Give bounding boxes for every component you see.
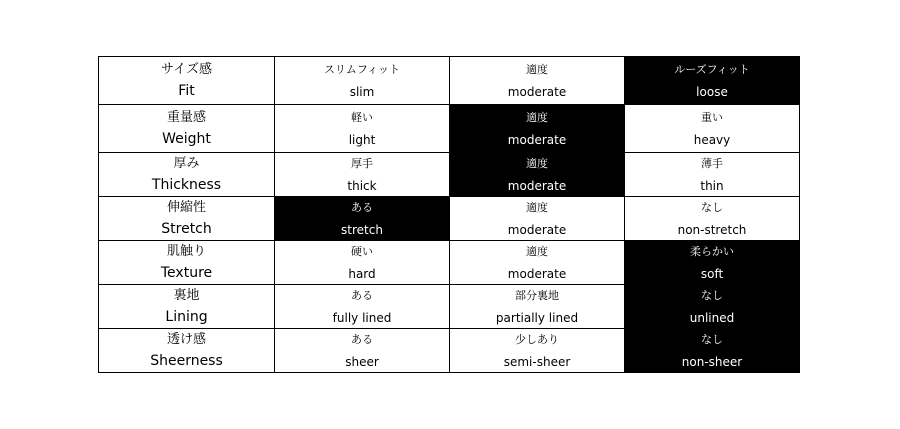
option-label-jp: 薄手: [701, 156, 723, 170]
table-row: [99, 153, 800, 197]
row-header: [99, 153, 275, 197]
option-cell-selected: [450, 153, 625, 197]
option-label-en: slim: [349, 84, 375, 99]
option-cell: [275, 241, 450, 285]
option-label-en: hard: [348, 266, 376, 281]
table-row: [99, 105, 800, 153]
option-label-jp: 柔らかい: [690, 244, 734, 258]
option-label-en: moderate: [507, 266, 567, 281]
option-cell: [450, 285, 625, 329]
option-label-jp: 少しあり: [515, 332, 559, 346]
option-label-jp: ある: [351, 200, 373, 214]
option-cell-selected: [275, 197, 450, 241]
option-cell: [275, 329, 450, 373]
option-cell: [625, 105, 800, 153]
option-label-en: moderate: [507, 84, 567, 99]
row-label-jp: サイズ感: [161, 62, 212, 77]
row-header: [99, 197, 275, 241]
row-label-jp: 裏地: [173, 288, 200, 303]
option-label-jp: 部分裏地: [515, 288, 559, 302]
row-label-jp: 重量感: [166, 110, 206, 125]
row-label-jp: 肌触り: [166, 244, 206, 259]
table-row: [99, 241, 800, 285]
option-label-en: thick: [347, 178, 377, 193]
row-header: [99, 285, 275, 329]
option-cell: [275, 153, 450, 197]
option-label-en: sheer: [345, 354, 379, 369]
option-label-en: moderate: [507, 178, 567, 193]
option-cell: [450, 197, 625, 241]
option-label-jp: なし: [701, 332, 723, 346]
table-row: [99, 197, 800, 241]
option-label-en: partially lined: [495, 310, 579, 325]
option-cell: [450, 241, 625, 285]
option-label-en: heavy: [693, 132, 731, 147]
table-row: [99, 57, 800, 105]
row-label-en: Thickness: [151, 177, 222, 193]
option-label-jp: 厚手: [351, 156, 373, 170]
row-label-en: Fit: [178, 83, 195, 99]
option-label-en: fully lined: [332, 310, 392, 325]
option-label-en: semi-sheer: [503, 354, 571, 369]
option-label-jp: ある: [351, 332, 373, 346]
option-cell: [275, 57, 450, 105]
option-cell: [625, 153, 800, 197]
option-cell-selected: [450, 105, 625, 153]
row-label-en: Stretch: [161, 221, 212, 237]
option-cell: [275, 105, 450, 153]
option-label-jp: 硬い: [351, 244, 373, 258]
option-label-en: loose: [696, 84, 728, 99]
size-attribute-table: [98, 56, 800, 373]
option-cell: [275, 285, 450, 329]
row-label-en: Weight: [162, 131, 211, 147]
option-label-jp: 適度: [526, 156, 548, 170]
option-label-en: stretch: [341, 222, 383, 237]
option-label-en: unlined: [689, 310, 735, 325]
option-label-jp: 適度: [526, 200, 548, 214]
option-cell-selected: [625, 329, 800, 373]
option-label-jp: なし: [701, 200, 723, 214]
row-header: [99, 57, 275, 105]
row-label-en: Lining: [165, 309, 208, 325]
option-label-jp: なし: [701, 288, 723, 302]
option-cell: [450, 57, 625, 105]
row-label-en: Sheerness: [150, 353, 223, 369]
option-cell-selected: [625, 285, 800, 329]
option-label-en: non-stretch: [677, 222, 747, 237]
option-cell: [450, 329, 625, 373]
option-label-en: moderate: [507, 132, 567, 147]
option-cell: [625, 197, 800, 241]
option-label-en: light: [348, 132, 376, 147]
option-label-jp: ある: [351, 288, 373, 302]
row-label-jp: 伸縮性: [166, 200, 206, 215]
option-label-jp: 軽い: [351, 110, 373, 124]
row-header: [99, 105, 275, 153]
option-cell-selected: [625, 241, 800, 285]
row-label-jp: 厚み: [173, 156, 200, 171]
option-label-en: soft: [700, 266, 724, 281]
option-label-jp: 適度: [526, 110, 548, 124]
option-label-en: moderate: [507, 222, 567, 237]
row-label-en: Texture: [160, 265, 213, 281]
row-header: [99, 241, 275, 285]
option-label-en: non-sheer: [681, 354, 743, 369]
option-cell-selected: [625, 57, 800, 105]
option-label-jp: スリムフィット: [323, 62, 401, 76]
option-label-jp: 適度: [526, 244, 548, 258]
option-label-jp: ルーズフィット: [674, 62, 750, 76]
table-row: [99, 285, 800, 329]
table-row: [99, 329, 800, 373]
row-label-jp: 透け感: [166, 332, 206, 347]
row-header: [99, 329, 275, 373]
option-label-jp: 適度: [526, 62, 548, 76]
option-label-jp: 重い: [701, 110, 723, 124]
option-label-en: thin: [700, 178, 724, 193]
